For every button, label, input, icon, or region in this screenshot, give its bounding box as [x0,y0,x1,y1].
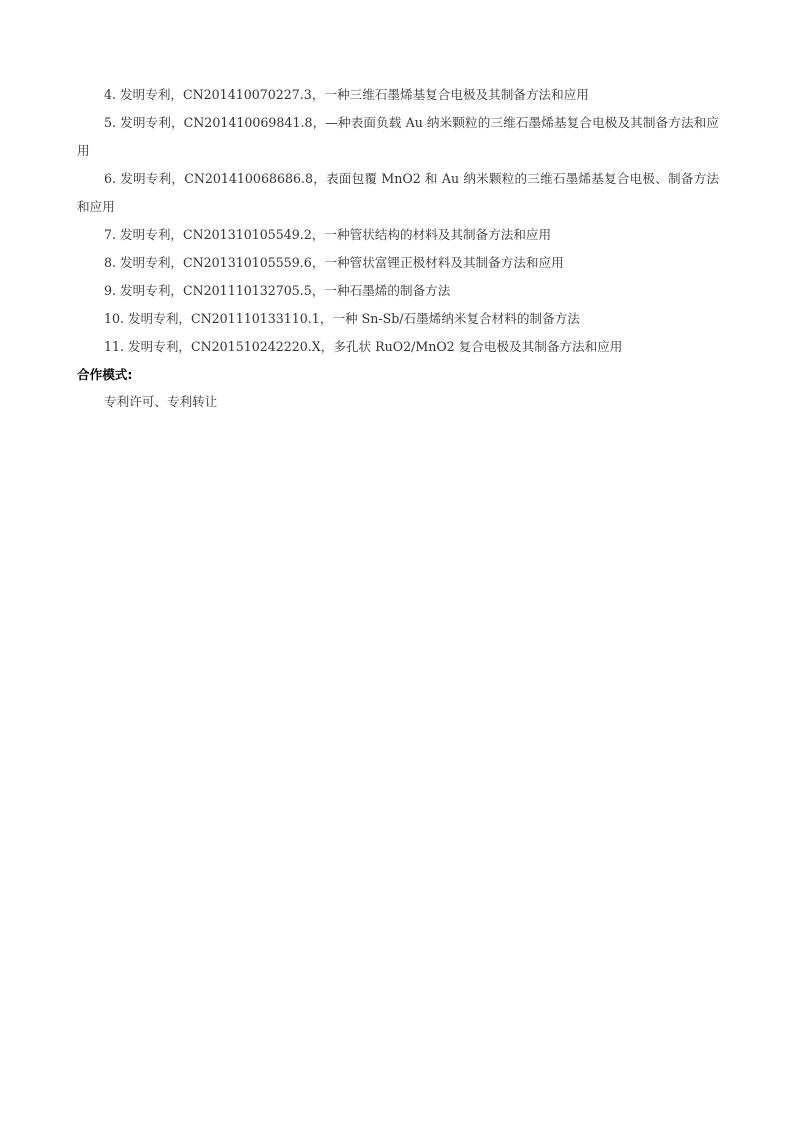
patent-text: 发明专利，CN201310105549.2，一种管状结构的材料及其制备方法和应用 [120,227,552,242]
patent-number: 7. [104,227,117,242]
patent-item [77,81,719,109]
patent-number: 6. [104,171,117,186]
patent-list [77,81,719,361]
document-content [77,81,719,417]
patent-text: 发明专利，CN201510242220.X，多孔状 RuO2/MnO2 复合电极及其制备方法和应用 [128,339,623,354]
patent-number: 10. [104,311,125,326]
patent-number: 5. [104,115,117,130]
patent-item [77,333,719,361]
patent-item [77,277,719,305]
patent-text: 发明专利，CN201410070227.3，一种三维石墨烯基复合电极及其制备方法和应用 [120,87,589,102]
patent-number: 4. [104,87,117,102]
patent-number: 8. [104,255,117,270]
patent-item [77,221,719,249]
patent-item [77,249,719,277]
cooperation-heading: 合作模式: [77,367,133,382]
cooperation-text: 专利许可、专利转让 [104,394,218,409]
patent-number: 9. [104,283,117,298]
patent-item [77,165,719,221]
patent-number: 11. [104,339,125,354]
patent-text: 发明专利，CN201410068686.8，表面包覆 MnO2 和 Au 纳米颗粒的三维石墨烯基复合电极、制备方法和应用 [77,171,719,214]
patent-item [77,305,719,333]
patent-text: 发明专利，CN201410069841.8，—种表面负载 Au 纳米颗粒的三维石墨烯基复合电极及其制备方法和应用 [77,115,719,158]
patent-item [77,109,719,165]
patent-text: 发明专利，CN201310105559.6，一种管状富锂正极材料及其制备方法和应用 [120,255,564,270]
patent-text: 发明专利，CN201110132705.5，一种石墨烯的制备方法 [120,283,451,298]
patent-text: 发明专利，CN201110133110.1，一种 Sn-Sb/石墨烯纳米复合材料的制备方法 [128,311,580,326]
